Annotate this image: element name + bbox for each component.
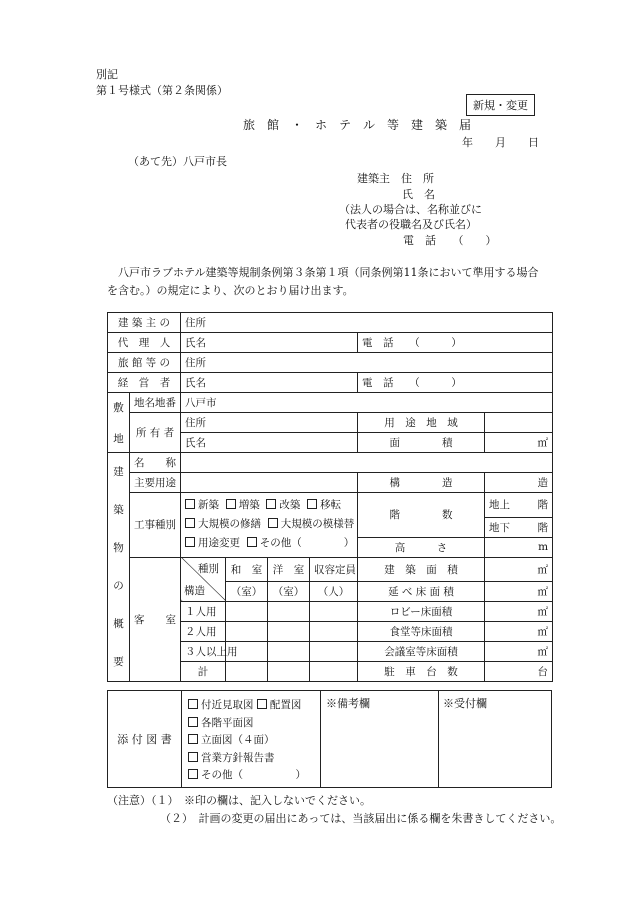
agent-label-1: 建 築 主 の [108, 313, 181, 333]
checkbox-move[interactable]: 移転 [307, 499, 341, 511]
owner-label: 所 有 者 [130, 413, 181, 453]
checkbox-site-plan[interactable]: 配置図 [257, 699, 302, 711]
work-type-options [181, 493, 358, 558]
divider [438, 691, 439, 787]
checkbox-use-change[interactable]: 用途変更 [185, 537, 240, 549]
checkbox-floor-plans[interactable]: 各階平面図 [188, 717, 254, 729]
applicant-tel[interactable]: 電 話 （ ） [403, 234, 497, 247]
dining-label: 食堂等床面積 [358, 622, 485, 642]
checkbox-remodel[interactable]: 大規模の模様替 [268, 518, 355, 530]
agent-name[interactable]: 氏名 [181, 333, 358, 353]
agent-address[interactable]: 住所 [181, 313, 553, 333]
checkbox-rebuild[interactable]: 改築 [266, 499, 300, 511]
checkbox-extend[interactable]: 増築 [226, 499, 260, 511]
capacity-unit: （人） [310, 582, 358, 602]
bekki: 別記 [96, 68, 118, 81]
conf-label: 会議室等床面積 [358, 642, 485, 662]
form-table [107, 312, 553, 682]
attach-options [188, 697, 306, 785]
floors-above[interactable]: 地上 階 [485, 493, 553, 518]
conf-value[interactable]: ㎡ [485, 642, 553, 662]
height-label: 高 さ [358, 537, 485, 557]
total-capacity[interactable] [310, 662, 358, 682]
operator-tel[interactable]: 電 話 （ ） [358, 373, 553, 393]
single-youshitsu[interactable] [268, 602, 310, 622]
lobby-value[interactable]: ㎡ [485, 602, 553, 622]
applicant-name[interactable]: 氏 名 [402, 188, 435, 201]
agent-tel[interactable]: 電 話 （ ） [358, 333, 553, 353]
row-multi: ３人以上用 [181, 642, 226, 662]
zone-label: 用 途 地 域 [358, 413, 485, 433]
bname-label: 名 称 [130, 453, 181, 473]
overview-label: 建 築 物 の 概 要 [108, 453, 130, 682]
dining-value[interactable]: ㎡ [485, 622, 553, 642]
build-area-label: 建 築 面 積 [358, 557, 485, 582]
main-use-value[interactable] [181, 473, 358, 493]
checkbox-elevations[interactable]: 立面図（４面） [188, 734, 275, 746]
checkbox-vicinity-map[interactable]: 付近見取図 [188, 699, 254, 711]
checkbox-repair[interactable]: 大規模の修繕 [185, 518, 261, 530]
double-youshitsu[interactable] [268, 622, 310, 642]
rooms-label: 客 室 [130, 557, 181, 682]
structure-value[interactable]: 造 [485, 473, 553, 493]
checkbox-new[interactable]: 新築 [185, 499, 219, 511]
row-double: ２人用 [181, 622, 226, 642]
bname-value[interactable] [181, 453, 553, 473]
note-1: （注意）（１） ※印の欄は、記入しないでください。 [107, 794, 371, 807]
attach-label: 添 付 図 書 [108, 691, 182, 787]
agent-label-2: 代 理 人 [108, 333, 181, 353]
intro-line-2: を含む。）の規定により、次のとおり届け出ます。 [107, 284, 354, 297]
multi-youshitsu[interactable] [268, 642, 310, 662]
structure-label: 構 造 [358, 473, 485, 493]
multi-capacity[interactable] [310, 642, 358, 662]
lot-label: 地名地番 [130, 393, 181, 413]
operator-label-2: 経 営 者 [108, 373, 181, 393]
total-washitsu[interactable] [226, 662, 268, 682]
single-washitsu[interactable] [226, 602, 268, 622]
form-title: 旅 館 ・ ホ テ ル 等 建 築 届 [243, 118, 472, 132]
parking-value[interactable]: 台 [485, 662, 553, 682]
kind-structure-header: 種別 構造 [181, 557, 226, 602]
build-area-value[interactable]: ㎡ [485, 557, 553, 582]
washitsu-unit: （室） [226, 582, 268, 602]
row-total: 計 [181, 662, 226, 682]
lobby-label: ロビー床面積 [358, 602, 485, 622]
site-label: 敷 地 [108, 393, 130, 453]
floor-area-value[interactable]: ㎡ [485, 582, 553, 602]
owner-address[interactable]: 住所 [181, 413, 358, 433]
addressee: （あて先）八戸市長 [128, 155, 227, 168]
applicant-note-1: （法人の場合は、名称並びに [339, 203, 482, 216]
area-label: 面 積 [358, 433, 485, 453]
new-change-tag: 新規・変更 [466, 94, 535, 116]
operator-name[interactable]: 氏名 [181, 373, 358, 393]
operator-label-1: 旅 館 等 の [108, 353, 181, 373]
applicant-address[interactable]: 建築主 住 所 [357, 172, 434, 185]
checkbox-other[interactable]: その他（ ） [247, 537, 355, 549]
double-washitsu[interactable] [226, 622, 268, 642]
capacity-header: 収容定員 [310, 557, 358, 582]
reception-label: ※受付欄 [443, 697, 487, 710]
floors-below[interactable]: 地下 階 [485, 517, 553, 537]
bottom-section [107, 690, 552, 788]
floors-label: 階 数 [358, 493, 485, 538]
parking-label: 駐 車 台 数 [358, 662, 485, 682]
divider [320, 691, 321, 787]
remarks-label: ※備考欄 [326, 697, 370, 710]
date-field[interactable]: 年 月 日 [462, 136, 539, 149]
lot-value[interactable]: 八戸市 [181, 393, 553, 413]
checkbox-business-report[interactable]: 営業方針報告書 [188, 752, 275, 764]
form-number: 第１号様式（第２条関係） [96, 84, 228, 97]
main-use-label: 主要用途 [130, 473, 181, 493]
youshitsu-unit: （室） [268, 582, 310, 602]
youshitsu-header: 洋 室 [268, 557, 310, 582]
operator-address[interactable]: 住所 [181, 353, 553, 373]
zone-value[interactable] [485, 413, 553, 433]
row-single: １人用 [181, 602, 226, 622]
washitsu-header: 和 室 [226, 557, 268, 582]
intro-line-1: 八戸市ラブホテル建築等規制条例第３条第１項（同条例第11条において準用する場合 [118, 266, 539, 279]
height-value[interactable]: m [485, 537, 553, 557]
checkbox-attach-other[interactable]: その他（ ） [188, 769, 306, 781]
total-youshitsu[interactable] [268, 662, 310, 682]
note-2: （２） 計画の変更の届出にあっては、当該届出に係る欄を朱書きしてください。 [160, 812, 562, 825]
floor-area-label: 延 べ 床 面 積 [358, 582, 485, 602]
work-type-label: 工事種別 [130, 493, 181, 558]
owner-name[interactable]: 氏名 [181, 433, 358, 453]
area-value[interactable]: ㎡ [485, 433, 553, 453]
applicant-note-2: 代表者の役職名及び氏名） [345, 218, 477, 231]
double-capacity[interactable] [310, 622, 358, 642]
single-capacity[interactable] [310, 602, 358, 622]
